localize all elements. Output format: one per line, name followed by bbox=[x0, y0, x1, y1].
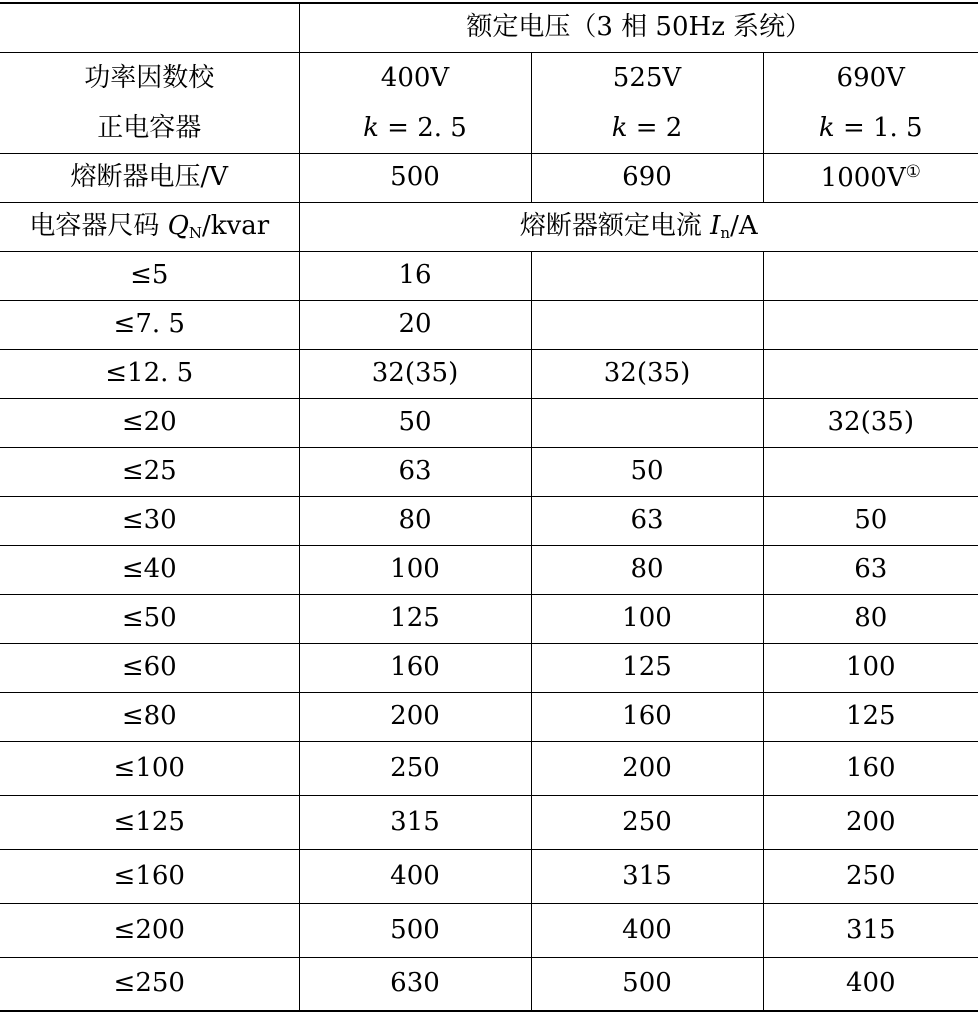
current-400v-cell: 250 bbox=[299, 741, 531, 795]
header-row-voltages bbox=[0, 52, 978, 153]
current-690v-cell bbox=[763, 300, 978, 349]
voltage-col-690 bbox=[763, 52, 978, 153]
capacitor-size-unit: /kvar bbox=[202, 210, 270, 241]
fuse-current-symbol: I bbox=[710, 210, 721, 241]
table-row bbox=[0, 643, 978, 692]
table-row bbox=[0, 849, 978, 903]
table-row bbox=[0, 349, 978, 398]
pf-label-line2: 正电容器 bbox=[97, 112, 202, 143]
table-row bbox=[0, 300, 978, 349]
fuse-voltage-label: 熔断器电压/V bbox=[0, 153, 299, 202]
k-value-690-text: = 1. 5 bbox=[842, 112, 923, 143]
capacitor-size-cell: ≤30 bbox=[0, 496, 299, 545]
fuse-current-subscript: n bbox=[720, 223, 731, 242]
current-525v-cell: 125 bbox=[531, 643, 763, 692]
current-400v-cell: 200 bbox=[299, 692, 531, 741]
capacitor-size-cell: ≤40 bbox=[0, 545, 299, 594]
current-400v-cell: 125 bbox=[299, 594, 531, 643]
current-690v-cell: 200 bbox=[763, 795, 978, 849]
current-525v-cell: 50 bbox=[531, 447, 763, 496]
capacitor-size-cell: ≤160 bbox=[0, 849, 299, 903]
k-value-400 bbox=[300, 103, 531, 153]
current-525v-cell bbox=[531, 398, 763, 447]
current-690v-cell: 50 bbox=[763, 496, 978, 545]
current-525v-cell: 200 bbox=[531, 741, 763, 795]
table-row bbox=[0, 795, 978, 849]
current-525v-cell: 100 bbox=[531, 594, 763, 643]
fuse-voltage-690 bbox=[763, 153, 978, 202]
current-690v-cell: 400 bbox=[763, 957, 978, 1011]
voltage-690: 690V bbox=[836, 62, 905, 93]
current-690v-cell: 32(35) bbox=[763, 398, 978, 447]
table-row bbox=[0, 545, 978, 594]
current-525v-cell: 250 bbox=[531, 795, 763, 849]
capacitor-size-cell: ≤12. 5 bbox=[0, 349, 299, 398]
k-value-525 bbox=[532, 103, 763, 153]
table-row bbox=[0, 957, 978, 1011]
fuse-current-label bbox=[299, 202, 978, 251]
current-400v-cell: 63 bbox=[299, 447, 531, 496]
k-symbol: k bbox=[818, 112, 835, 143]
current-690v-cell bbox=[763, 251, 978, 300]
current-525v-cell: 80 bbox=[531, 545, 763, 594]
table-row bbox=[0, 692, 978, 741]
table-row bbox=[0, 594, 978, 643]
current-525v-cell: 160 bbox=[531, 692, 763, 741]
fuse-voltage-525: 690 bbox=[531, 153, 763, 202]
k-symbol: k bbox=[611, 112, 628, 143]
capacitor-size-symbol: Q bbox=[167, 210, 189, 241]
current-690v-cell: 80 bbox=[763, 594, 978, 643]
table-row bbox=[0, 251, 978, 300]
current-525v-cell: 500 bbox=[531, 957, 763, 1011]
current-400v-cell: 315 bbox=[299, 795, 531, 849]
table-row bbox=[0, 903, 978, 957]
table-row bbox=[0, 741, 978, 795]
capacitor-size-cell: ≤25 bbox=[0, 447, 299, 496]
capacitor-size-cell: ≤7. 5 bbox=[0, 300, 299, 349]
fuse-voltage-690-text: 1000V bbox=[820, 162, 906, 193]
capacitor-size-text: 电容器尺码 bbox=[29, 210, 160, 241]
capacitor-size-cell: ≤125 bbox=[0, 795, 299, 849]
current-690v-cell bbox=[763, 447, 978, 496]
current-690v-cell: 160 bbox=[763, 741, 978, 795]
voltage-525: 525V bbox=[612, 62, 682, 93]
voltage-col-400 bbox=[299, 52, 531, 153]
header-row-rated-voltage bbox=[0, 3, 978, 52]
capacitor-size-cell: ≤80 bbox=[0, 692, 299, 741]
current-525v-cell bbox=[531, 300, 763, 349]
fuse-current-text: 熔断器额定电流 bbox=[519, 210, 702, 241]
capacitor-size-cell: ≤20 bbox=[0, 398, 299, 447]
current-400v-cell: 160 bbox=[299, 643, 531, 692]
current-400v-cell: 20 bbox=[299, 300, 531, 349]
current-690v-cell: 100 bbox=[763, 643, 978, 692]
voltage-400: 400V bbox=[380, 62, 450, 93]
current-525v-cell: 32(35) bbox=[531, 349, 763, 398]
current-400v-cell: 630 bbox=[299, 957, 531, 1011]
k-value-400-text: = 2. 5 bbox=[387, 112, 467, 143]
current-400v-cell: 16 bbox=[299, 251, 531, 300]
capacitor-size-cell: ≤100 bbox=[0, 741, 299, 795]
current-525v-cell: 315 bbox=[531, 849, 763, 903]
capacitor-size-cell: ≤200 bbox=[0, 903, 299, 957]
capacitor-size-subscript: N bbox=[188, 223, 203, 242]
fuse-current-unit: /A bbox=[730, 210, 758, 241]
table-row bbox=[0, 447, 978, 496]
footnote-marker: ① bbox=[905, 161, 921, 182]
current-400v-cell: 80 bbox=[299, 496, 531, 545]
current-690v-cell bbox=[763, 349, 978, 398]
voltage-col-525 bbox=[531, 52, 763, 153]
header-row-units bbox=[0, 202, 978, 251]
k-symbol: k bbox=[363, 112, 379, 143]
capacitor-size-cell: ≤50 bbox=[0, 594, 299, 643]
rated-voltage-heading: 额定电压（3 相 50Hz 系统） bbox=[299, 3, 978, 52]
fuse-rating-table bbox=[0, 2, 978, 1012]
capacitor-size-label bbox=[0, 202, 299, 251]
current-400v-cell: 500 bbox=[299, 903, 531, 957]
header-blank-cell bbox=[0, 3, 299, 52]
table-row bbox=[0, 496, 978, 545]
table-row bbox=[0, 398, 978, 447]
current-400v-cell: 100 bbox=[299, 545, 531, 594]
current-690v-cell: 63 bbox=[763, 545, 978, 594]
current-400v-cell: 400 bbox=[299, 849, 531, 903]
pf-capacitor-label bbox=[0, 52, 299, 153]
current-690v-cell: 315 bbox=[763, 903, 978, 957]
k-value-525-text: = 2 bbox=[635, 112, 683, 143]
current-400v-cell: 32(35) bbox=[299, 349, 531, 398]
capacitor-size-cell: ≤250 bbox=[0, 957, 299, 1011]
pf-label-line1: 功率因数校 bbox=[84, 62, 215, 93]
current-400v-cell: 50 bbox=[299, 398, 531, 447]
capacitor-size-cell: ≤60 bbox=[0, 643, 299, 692]
current-525v-cell: 400 bbox=[531, 903, 763, 957]
header-row-fuse-voltage bbox=[0, 153, 978, 202]
capacitor-size-cell: ≤5 bbox=[0, 251, 299, 300]
fuse-voltage-400: 500 bbox=[299, 153, 531, 202]
current-690v-cell: 250 bbox=[763, 849, 978, 903]
current-525v-cell bbox=[531, 251, 763, 300]
current-690v-cell: 125 bbox=[763, 692, 978, 741]
current-525v-cell: 63 bbox=[531, 496, 763, 545]
k-value-690 bbox=[764, 103, 978, 153]
